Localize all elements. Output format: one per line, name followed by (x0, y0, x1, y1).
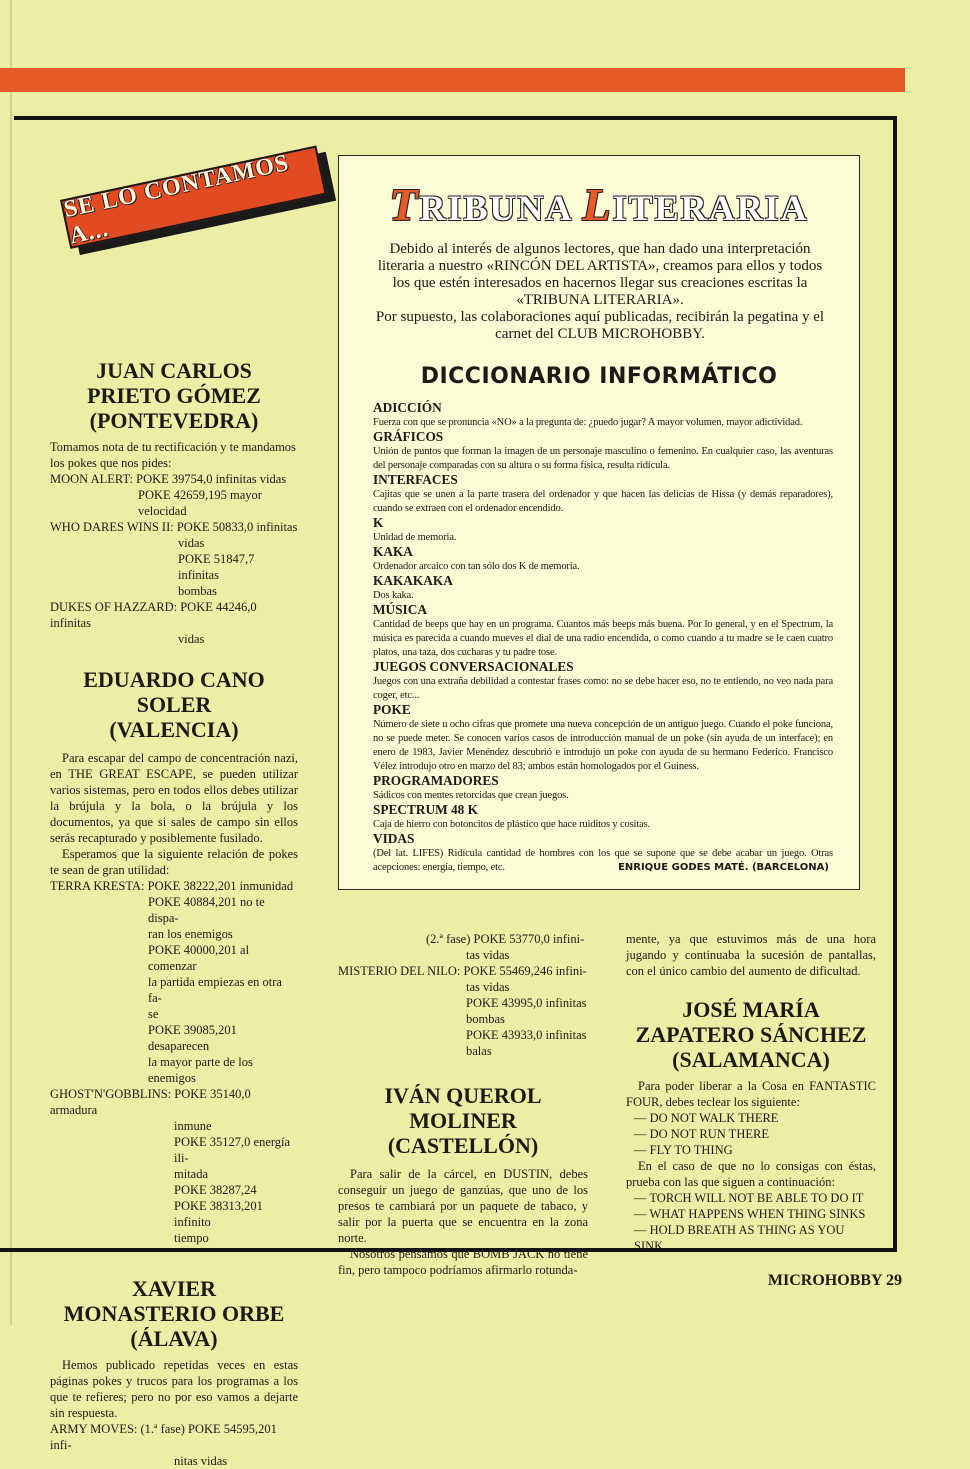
text-line: POKE 40000,201 al comenzar (148, 943, 250, 973)
entry-term: KAKA (373, 545, 413, 560)
text-line: ran los enemigos (148, 927, 233, 941)
text-line: velocidad (138, 504, 187, 518)
list-item: — DO NOT RUN THERE (634, 1127, 769, 1141)
list-item: — WHAT HAPPENS WHEN THING SINKS (634, 1207, 866, 1221)
text-line: la mayor parte de los enemigos (148, 1055, 253, 1085)
entry-definition: Ordenador arcaico con tan sólo dos K de memoria. (373, 561, 580, 572)
section-heading: JOSÉ MARÍA (682, 997, 820, 1022)
paragraph: Hemos publicado repetidas veces en estas páginas pokes y trucos para los programas a los que te refieres; pero no por eso vamos a dejarte sin respuesta. (50, 1358, 298, 1420)
page-spine (10, 0, 12, 1325)
text-line: Tomamos nota de tu rectificación y te mandamos (50, 440, 296, 454)
text-line: POKE 51847,7 infinitas (178, 552, 255, 582)
entry-term: INTERFACES (373, 473, 458, 488)
text-line: GHOST'N'GOBBLINS: POKE 35140,0 armadura (50, 1087, 251, 1117)
eduardo-section (50, 667, 298, 1246)
middle-column (338, 931, 588, 1278)
section-heading: (CASTELLÓN) (387, 1133, 539, 1158)
entry-definition: Cajitas que se unen a la parte trasera del ordenador y que hacen las delicias de Hissa (y demás reparadores), cuando se extraen con el ordenador encendido. (373, 489, 833, 514)
signature: ENRIQUE GODES MATÉ. (BARCELONA) (618, 862, 829, 873)
text-line: bombas (178, 584, 217, 598)
section-heading: (PONTEVEDRA) (89, 408, 259, 433)
section-heading: XAVIER (132, 1276, 216, 1301)
text-line: vidas (178, 536, 205, 550)
jose-section (626, 997, 876, 1254)
entry-term: GRÁFICOS (373, 430, 444, 445)
entry-definition: Número de siete u ocho cifras que promete una nueva concepción de un antiguo juego. Cuando el poke funciona, no se puede meter. Se conocen varios casos de introducción manual de un poke (sin ayuda de un interface); en enero de 1983, Javier Menéndez descubrió e introdujo un poke con ayuda de su hermano Federico. Francisco Vélez introdujo otro en marzo del 83; ambos están homologados por el Guiness. (373, 719, 833, 772)
text-line: TERRA KRESTA: POKE 38222,201 inmunidad (50, 879, 294, 893)
entry-definition: Dos kaka. (373, 590, 414, 601)
list-item: — FLY TO THING (634, 1143, 733, 1157)
text-line: POKE 43933,0 infinitas (466, 1028, 587, 1042)
list-item: — DO NOT WALK THERE (634, 1111, 779, 1125)
entry-definition: (Del lat. LIFES) Ridícula cantidad de hombres con los que se supone que se debe acabar un juego. Otras acepciones: energía, tiempo, etc. (373, 848, 833, 873)
section-heading: MONASTERIO ORBE (63, 1301, 285, 1326)
text-line: balas (466, 1044, 492, 1058)
text-line: tiempo (174, 1231, 209, 1245)
entry-definition: Cantidad de beeps que hay en un programa. Cuantos más beeps más buena. Por lo general, y en el Spectrum, la música es parecida a cuando mueves el dial de una radio encendida, o como cuando a tu madre se le caen cuatro platos, una taza, dos cucharas y tu padre tose. (373, 619, 833, 658)
text-line: POKE 38313,201 infinito (174, 1199, 263, 1229)
section-heading: IVÁN QUEROL MOLINER (384, 1083, 542, 1133)
text-line: POKE 39085,201 desaparecen (148, 1023, 237, 1053)
sticker-label: SE LO CONTAMOS A... (60, 146, 327, 249)
text-line: MOON ALERT: POKE 39754,0 infinitas vidas (50, 472, 287, 486)
text-line: bombas (466, 1012, 505, 1026)
frame-right-rule (893, 116, 897, 1252)
entry-term: VIDAS (373, 832, 415, 847)
text-line: inmune (174, 1119, 212, 1133)
entry-definition: Unidad de memoria. (373, 532, 457, 543)
entry-definition: Fuerza con que se pronuncia «NO» a la pregunta de: ¿puedo jugar? A mayor volumen, mayor adictividad. (373, 417, 803, 428)
section-heading: PRIETO GÓMEZ (87, 383, 261, 408)
right-column (626, 931, 876, 1254)
frame-top-rule (14, 116, 897, 120)
text-line: ARMY MOVES: (1.ª fase) POKE 54595,201 infi- (50, 1422, 277, 1452)
section-heading: JUAN CARLOS (96, 358, 252, 383)
entry-term: POKE (373, 703, 411, 718)
text-line: POKE 35127,0 energía ili- (174, 1135, 291, 1165)
paragraph: En el caso de que no lo consigas con éstas, prueba con las que siguen a continuación: (626, 1159, 876, 1189)
paragraph: Para escapar del campo de concentración nazi, en THE GREAT ESCAPE, se pueden utilizar varios sistemas, pero en todos ellos debes utilizar la brújula y la bola, o la brújula y los documentos, ya que si sales de campo sin ellos serás recapturado y posiblemente fusilado. (50, 751, 298, 845)
paragraph: Para salir de la cárcel, en DUSTIN, debes conseguir un juego de ganzúas, que uno de los presos te cambiará por un paquete de tabaco, y salir por la puerta que se encuentra en la zona norte. (338, 1167, 588, 1245)
list-item: — HOLD BREATH AS THING AS YOU SINK (634, 1223, 845, 1253)
text-line: nitas vidas (174, 1454, 228, 1468)
text-line: tas vidas (466, 948, 510, 962)
entry-definition: Sádicos con mentes retorcidas que crean juegos. (373, 790, 569, 801)
section-heading: (SALAMANCA) (672, 1047, 830, 1072)
dictionary-title: DICCIONARIO INFORMÁTICO (420, 364, 778, 389)
text-line: MISTERIO DEL NILO: POKE 55469,246 infini- (338, 964, 587, 978)
entry-term: JUEGOS CONVERSACIONALES (373, 660, 574, 675)
entry-term: K (373, 516, 384, 531)
intro-paragraph: Debido al interés de algunos lectores, que han dado una interpretación literaria a nuestro «RINCÓN DEL ARTISTA», creamos para ellos y todos los que estén interesados en hacernos llegar sus creaciones escritas la «TRIBUNA LITERARIA». (377, 241, 823, 308)
section-heading: (ÁLAVA) (130, 1326, 218, 1351)
text-line: los pokes que nos pides: (50, 456, 172, 470)
juan-section (50, 358, 298, 647)
paragraph: Esperamos que la siguiente relación de pokes te sean de gran utilidad: (50, 847, 298, 877)
page-footer: MICROHOBBY 29 (767, 1272, 902, 1289)
list-item: — TORCH WILL NOT BE ABLE TO DO IT (634, 1191, 864, 1205)
entry-definition: Caja de hierro con botoncitos de plástico que hace ruiditos y cositas. (373, 819, 651, 830)
paragraph: Nosotros pensamos que BOMB JACK no tiene fin, pero tampoco podríamos afirmarlo rotunda- (338, 1247, 588, 1277)
tribuna-literaria-box (338, 155, 860, 890)
entry-term: SPECTRUM 48 K (373, 803, 478, 818)
intro-paragraph: Por supuesto, las colaboraciones aquí publicadas, recibirán la pegatina y el carnet del CLUB MICROHOBBY. (375, 309, 825, 342)
top-color-bar (0, 68, 905, 92)
text-line: (2.ª fase) POKE 53770,0 infini- (426, 932, 585, 946)
entry-definition: Juegos con una extraña debilidad a contestar frases como: no se debe hacer eso, no te entiendo, no veo nada para coger, etc... (373, 676, 833, 701)
entry-term: MÚSICA (373, 603, 427, 618)
text-line: POKE 43995,0 infinitas (466, 996, 587, 1010)
text-line: POKE 38287,24 (174, 1183, 257, 1197)
text-line: se (148, 1007, 159, 1021)
text-line: tas vidas (466, 980, 510, 994)
text-line: DUKES OF HAZZARD: POKE 44246,0 infinitas (50, 600, 257, 630)
text-line: POKE 42659,195 mayor (138, 488, 262, 502)
entry-term: PROGRAMADORES (373, 774, 499, 789)
entry-term: ADICCIÓN (373, 401, 442, 416)
section-heading: EDUARDO CANO SOLER (83, 667, 265, 717)
text-line: POKE 40884,201 no te dispa- (148, 895, 265, 925)
dictionary-entries (373, 402, 833, 876)
text-line: la partida empiezas en otra fa- (148, 975, 282, 1005)
ivan-section (338, 1083, 588, 1278)
section-heading: (VALENCIA) (109, 717, 239, 742)
entry-definition: Unión de puntos que forman la imagen de un personaje masculino o femenino. En cualquier caso, las aventuras del personaje comparadas con su altura o su forma física, resulta ridícula. (373, 446, 833, 471)
section-heading: ZAPATERO SÁNCHEZ (635, 1022, 867, 1047)
paragraph: Para poder liberar a la Cosa en FANTASTIC FOUR, debes teclear los siguiente: (626, 1079, 876, 1109)
paragraph: mente, ya que estuvimos más de una hora jugando y continuaba la sucesión de pantallas, con el único cambio del aumento de dificultad. (626, 932, 876, 978)
box-title: TRIBUNA LITERARIA (389, 179, 809, 230)
text-line: mitada (174, 1167, 209, 1181)
xavier-section (50, 1276, 298, 1469)
text-line: vidas (178, 632, 205, 646)
box-intro (369, 241, 831, 343)
left-column (50, 358, 298, 1469)
text-line: WHO DARES WINS II: POKE 50833,0 infinitas (50, 520, 298, 534)
section-sticker (60, 144, 336, 257)
entry-term: KAKAKAKA (373, 574, 453, 589)
